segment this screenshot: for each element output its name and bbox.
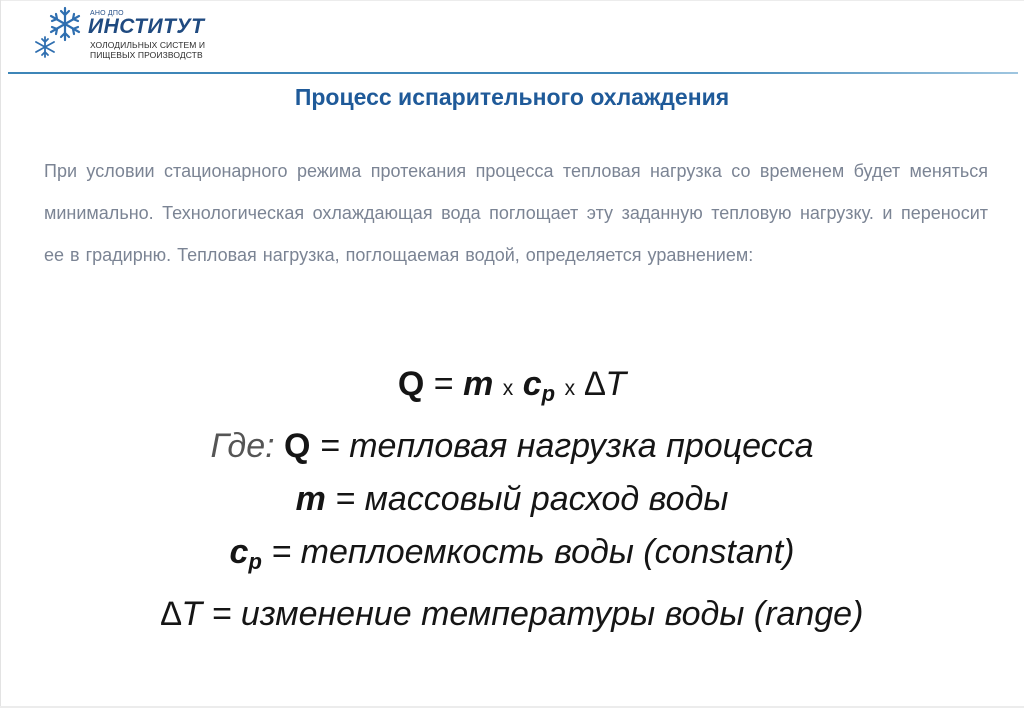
- definition-m: [0, 473, 1024, 526]
- def-text-m: = массовый расход воды: [335, 480, 729, 518]
- def-symbol-m: m: [295, 480, 326, 518]
- definition-q: [0, 420, 1024, 473]
- logo-subtitle-line2: ПИЩЕВЫХ ПРОИЗВОДСТВ: [90, 50, 203, 60]
- symbol-m: m: [463, 365, 494, 403]
- def-symbol-q: Q: [284, 427, 311, 465]
- definition-dt: [0, 588, 1024, 641]
- times-sign-2: x: [564, 377, 576, 400]
- header-divider: [8, 72, 1018, 74]
- definition-cp: [0, 526, 1024, 588]
- symbol-q: Q: [397, 365, 425, 403]
- def-subscript-p: p: [248, 549, 262, 574]
- institute-logo: [32, 4, 232, 64]
- times-sign: x: [502, 377, 514, 400]
- logo-name: ИНСТИТУТ: [88, 15, 205, 38]
- def-symbol-c: c: [229, 533, 249, 571]
- def-text-dt: = изменение температуры воды (range): [211, 595, 864, 633]
- def-text-cp: = теплоемкость воды (constant): [271, 533, 795, 571]
- subscript-p: p: [541, 381, 556, 406]
- logo-prefix: АНО ДПО: [90, 10, 124, 17]
- slide-title: Процесс испарительного охлаждения: [294, 84, 730, 110]
- body-paragraph: При условии стационарного режима протекания процесса тепловая нагрузка со временем будет меняться минимально. Технологическая охлаждающая вода поглощает эту заданную тепловую нагрузку. и переносит ее в градирню. Тепловая нагрузка, поглощаемая водой, определяется уравнением:: [44, 161, 988, 265]
- formula-block: [0, 358, 1024, 641]
- where-label: Где:: [210, 427, 275, 465]
- logo-subtitle-line1: ХОЛОДИЛЬНЫХ СИСТЕМ И: [90, 40, 206, 50]
- def-symbol-dt: ∆T: [160, 595, 203, 633]
- snowflake-icon: [32, 4, 86, 62]
- equals-sign: =: [433, 365, 454, 403]
- slide-border-top: [0, 0, 1024, 1]
- def-text-q: = тепловая нагрузка процесса: [319, 427, 814, 465]
- symbol-c: c: [522, 365, 542, 403]
- main-equation: [0, 358, 1024, 420]
- symbol-delta-t: ∆T: [584, 365, 627, 403]
